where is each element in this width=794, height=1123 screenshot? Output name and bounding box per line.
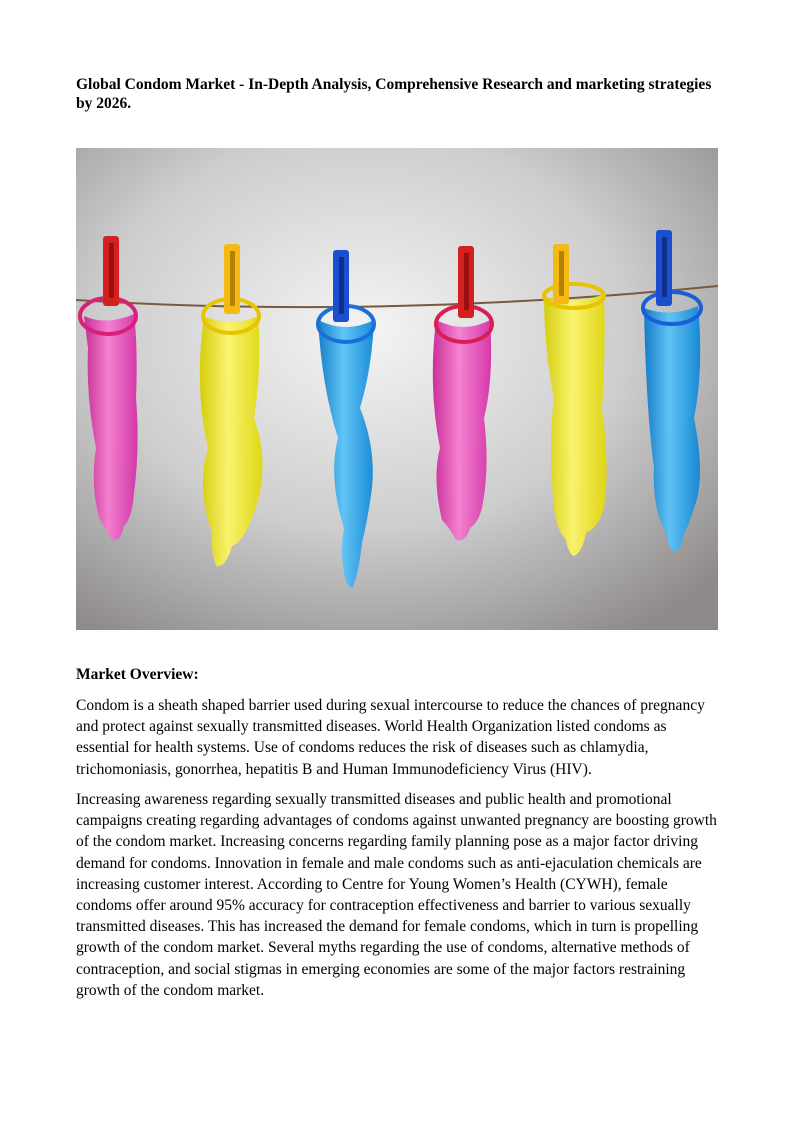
hero-image bbox=[76, 148, 718, 630]
paragraph-2: Increasing awareness regarding sexually transmitted diseases and public health and promotional campaigns creating regarding advantages of condoms against unwanted pregnancy are boosting growth of the condom market. Increasing concerns regarding family planning pose as a major factor driving demand for condoms. Innovation in female and male condoms such as anti-ejaculation chemicals are increasing customer interest. According to Centre for Young Women’s Health (CYWH), female condoms offer around 95% accuracy for contraception effectiveness and barrier to various sexually transmitted diseases. This has increased the demand for female condoms, which in turn is propelling growth of the condom market. Several myths regarding the use of condoms, alternative methods of contraception, and social stigmas in emerging economies are some of the major factors restraining growth of the condom market. bbox=[76, 791, 717, 999]
market-overview-heading: Market Overview: bbox=[76, 666, 199, 683]
document-title: Global Condom Market - In-Depth Analysis, Comprehensive Research and marketing strategies by 2026. bbox=[76, 76, 712, 112]
paragraph-1: Condom is a sheath shaped barrier used during sexual intercourse to reduce the chances of pregnancy and protect against sexually transmitted diseases. World Health Organization listed condoms as essential for health systems. Use of condoms reduces the risk of diseases such as chlamydia, trichomoniasis, gonorrhea, hepatitis B and Human Immunodeficiency Virus (HIV). bbox=[76, 697, 705, 778]
